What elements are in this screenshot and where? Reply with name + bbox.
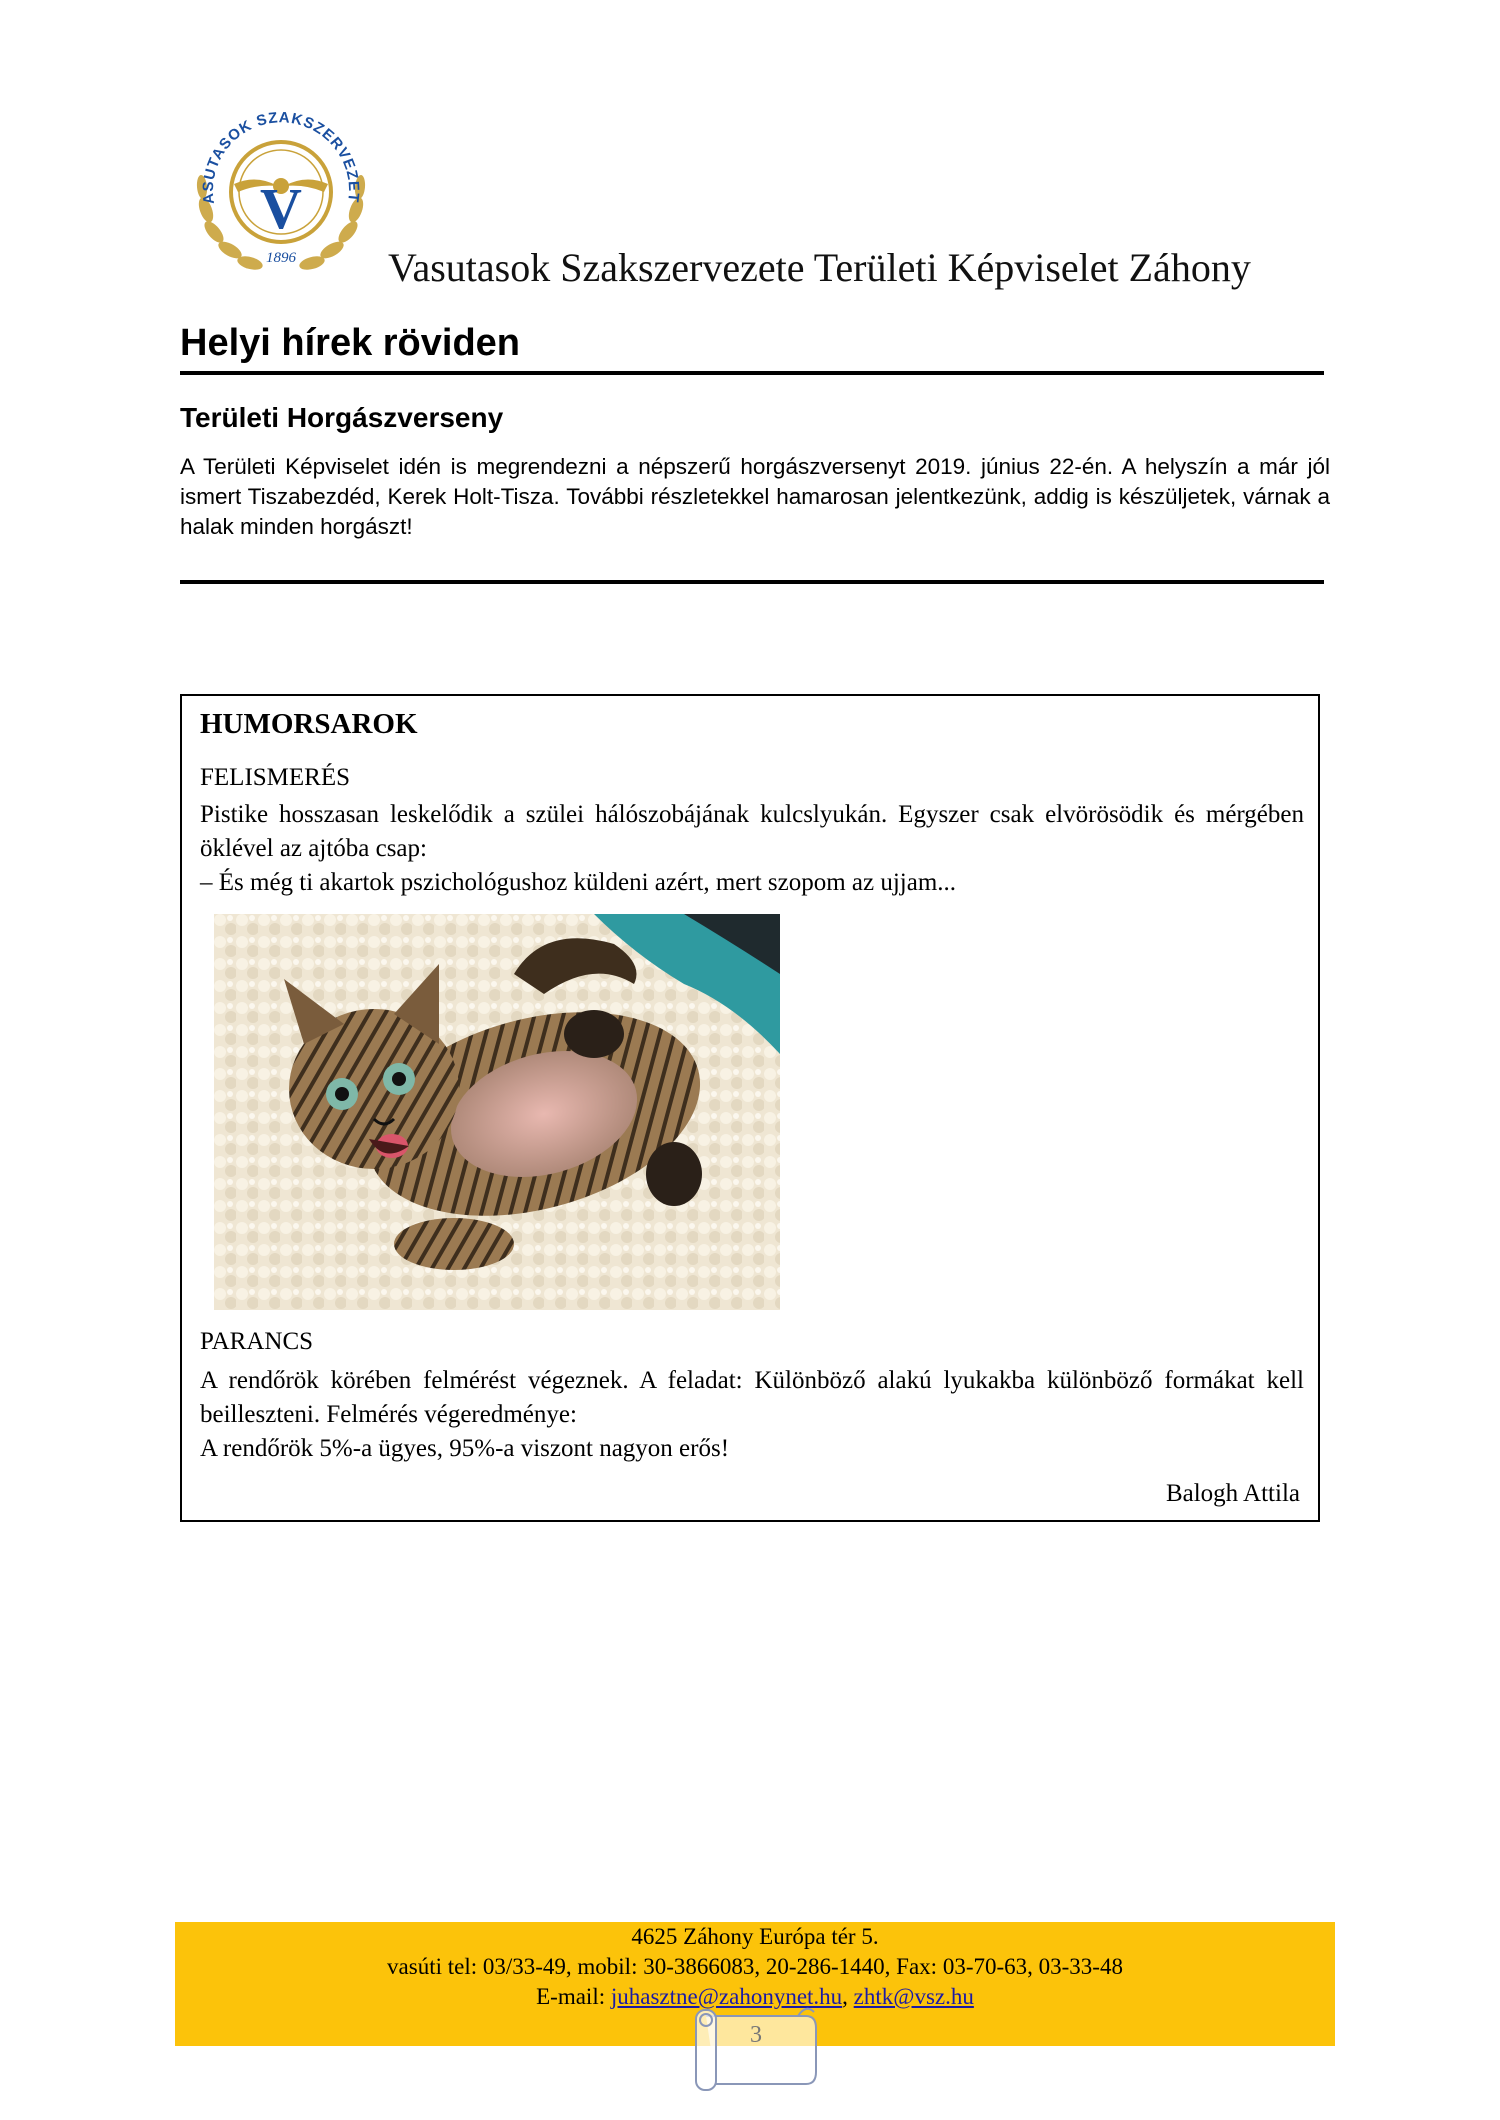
kitten-photo — [214, 914, 780, 1310]
author-signature: Balogh Attila — [1165, 1480, 1300, 1507]
joke-body — [200, 1364, 1304, 1466]
joke-line: Pistike hosszasan leskelődik a szülei hálószobájának kulcslyukán. Egyszer csak elvörösödik és mérgében öklével az ajtóba csap: — [200, 801, 1304, 862]
email-link-juhasztne[interactable]: juhasztne@zahonynet.hu — [610, 1984, 843, 2009]
article-title: Területi Horgászverseny — [180, 402, 504, 433]
humor-title: HUMORSAROK — [200, 708, 418, 740]
joke-title: FELISMERÉS — [200, 764, 351, 791]
logo-year: 1896 — [266, 250, 296, 266]
joke-body — [200, 798, 1304, 900]
email-separator: , — [842, 1984, 848, 2009]
footer-email-label: E-mail: — [536, 1984, 606, 2009]
article-body: A Területi Képviselet idén is megrendezni a népszerű horgászversenyt 2019. június 22-én. A helyszín a már jól ismert Tiszabezdéd, Kerek Holt-Tisza. További részletekkel hamarosan jelentkezünk, addig is készüljetek, várnak a halak minden horgászt! — [180, 454, 1330, 539]
organization-title: Vasutasok Szakszervezete Területi Képviselet Záhony — [388, 245, 1251, 290]
footer-phones: vasúti tel: 03/33-49, mobil: 30-3866083, 20-286-1440, Fax: 03-70-63, 03-33-48 — [387, 1954, 1123, 1979]
logo-letter: V — [260, 176, 302, 241]
logo-ring-text: ASUTASOK SZAKSZERVEZET — [199, 109, 363, 205]
joke-line: A rendőrök körében felmérést végeznek. A feladat: Különböző alakú lyukakba különböző formákat kell beilleszteni. Felmérés végeredménye: — [200, 1367, 1304, 1428]
email-link-zhtk[interactable]: zhtk@vsz.hu — [853, 1984, 974, 2009]
scroll-page-icon — [688, 2002, 824, 2098]
joke-line: – És még ti akartok pszichológushoz küldeni azért, mert szopom az ujjam... — [200, 869, 957, 896]
joke-title: PARANCS — [200, 1328, 314, 1355]
union-logo — [186, 92, 376, 282]
section-divider — [180, 580, 1324, 584]
section-heading: Helyi hírek röviden — [180, 322, 1324, 375]
humor-corner-box — [180, 694, 1320, 1522]
footer-address: 4625 Záhony Európa tér 5. — [631, 1924, 879, 1949]
page-number: 3 — [750, 2022, 762, 2048]
joke-line: A rendőrök 5%-a ügyes, 95%-a viszont nagyon erős! — [200, 1435, 730, 1462]
